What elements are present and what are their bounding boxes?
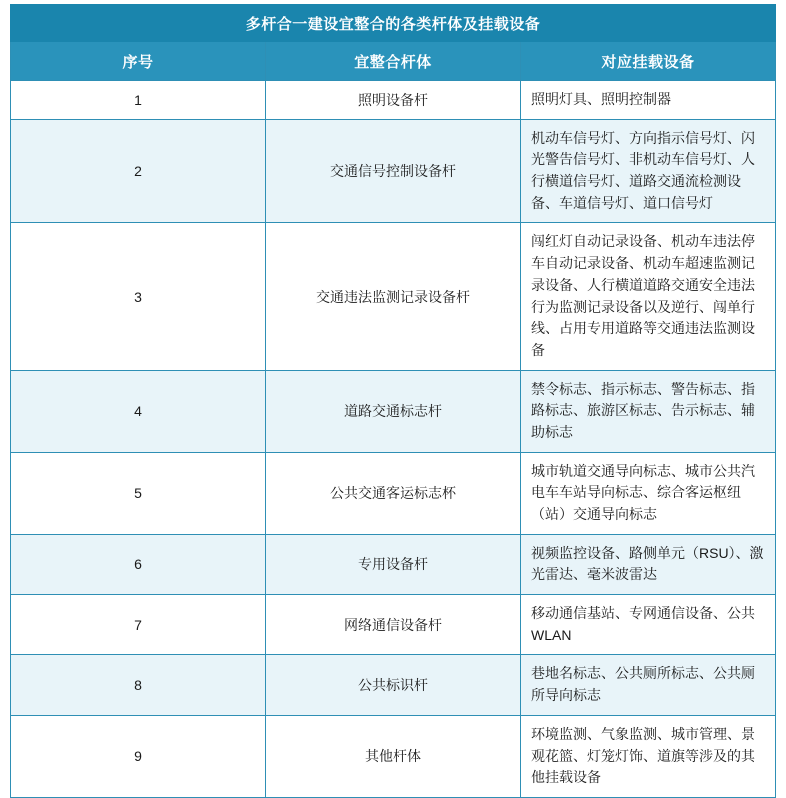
row-index: 1 [11,81,266,120]
table-row [11,655,776,715]
column-header-devices: 对应挂载设备 [521,42,776,81]
row-devices: 照明灯具、照明控制器 [521,81,776,120]
row-pole: 公共交通客运标志杯 [266,452,521,534]
table-row [11,81,776,120]
table-row [11,223,776,370]
table-row [11,452,776,534]
table-container [10,0,776,798]
row-pole: 专用设备杆 [266,534,521,594]
row-devices: 环境监测、气象监测、城市管理、景观花篮、灯笼灯饰、道旗等涉及的其他挂载设备 [521,715,776,797]
row-devices: 巷地名标志、公共厕所标志、公共厕所导向标志 [521,655,776,715]
table-row [11,595,776,655]
row-pole: 照明设备杆 [266,81,521,120]
row-devices: 机动车信号灯、方向指示信号灯、闪光警告信号灯、非机动车信号灯、人行横道信号灯、道路交通流检测设备、车道信号灯、道口信号灯 [521,119,776,223]
row-devices: 视频监控设备、路侧单元（RSU）、激光雷达、毫米波雷达 [521,534,776,594]
row-pole: 公共标识杆 [266,655,521,715]
row-devices: 城市轨道交通导向标志、城市公共汽电车车站导向标志、综合客运枢纽（站）交通导向标志 [521,452,776,534]
row-pole: 交通信号控制设备杆 [266,119,521,223]
table-title: 多杆合一建设宜整合的各类杆体及挂载设备 [11,5,776,42]
row-index: 9 [11,715,266,797]
table-row [11,370,776,452]
table-row [11,715,776,797]
pole-integration-table [10,4,776,798]
row-devices: 移动通信基站、专网通信设备、公共 WLAN [521,595,776,655]
row-index: 7 [11,595,266,655]
row-devices: 禁令标志、指示标志、警告标志、指路标志、旅游区标志、告示标志、辅助标志 [521,370,776,452]
column-header-index: 序号 [11,42,266,81]
column-header-pole: 宜整合杆体 [266,42,521,81]
row-pole: 道路交通标志杆 [266,370,521,452]
row-pole: 网络通信设备杆 [266,595,521,655]
row-index: 5 [11,452,266,534]
row-devices: 闯红灯自动记录设备、机动车违法停车自动记录设备、机动车超速监测记录设备、人行横道道路交通安全违法行为监测记录设备以及逆行、闯单行线、占用专用道路等交通违法监测设备 [521,223,776,370]
row-index: 8 [11,655,266,715]
table-title-row [11,5,776,42]
row-pole: 交通违法监测记录设备杆 [266,223,521,370]
row-index: 3 [11,223,266,370]
table-header-row [11,42,776,81]
row-index: 4 [11,370,266,452]
table-row [11,534,776,594]
table-row [11,119,776,223]
row-index: 2 [11,119,266,223]
row-pole: 其他杆体 [266,715,521,797]
row-index: 6 [11,534,266,594]
